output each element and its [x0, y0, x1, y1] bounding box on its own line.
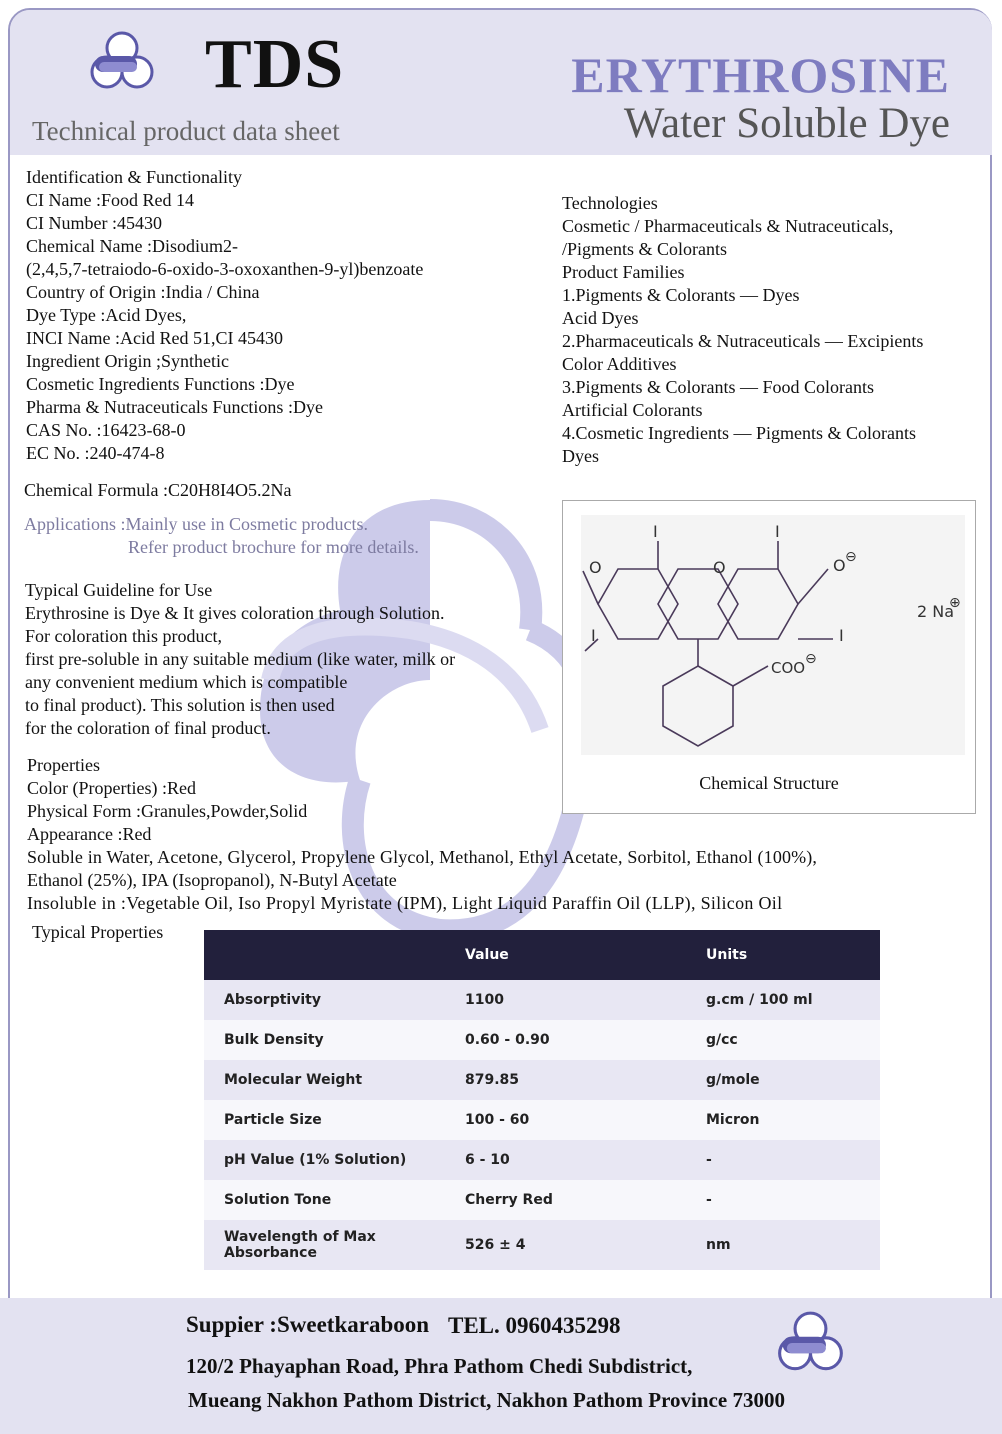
prop-line: Appearance :Red [27, 824, 152, 844]
ident-line: EC No. :240-474-8 [26, 443, 165, 463]
table-cell-value: 100 - 60 [445, 1100, 686, 1140]
brand-title: TDS [205, 26, 345, 103]
charge-minus-right: ⊖ [845, 549, 857, 565]
product-subtitle: Water Soluble Dye [623, 100, 950, 147]
guide-line: Erythrosine is Dye & It gives coloration through Solution. [25, 603, 445, 623]
table-header-row [204, 930, 880, 980]
chemical-formula [24, 479, 291, 502]
tech-line: 4.Cosmetic Ingredients — Pigments & Colorants [562, 423, 916, 443]
table-cell-name: Absorptivity [204, 980, 445, 1020]
table-cell-units: Micron [686, 1100, 880, 1140]
charge-minus-coo: ⊖ [805, 651, 817, 667]
counter-ion: 2 Na [917, 602, 955, 621]
prop-line: Properties [27, 755, 100, 775]
table-cell-name [204, 1220, 445, 1270]
tech-line: Color Additives [562, 354, 677, 374]
product-name: ERYTHROSINE [571, 47, 950, 103]
table-cell-value: 1100 [445, 980, 686, 1020]
table-cell-name: Solution Tone [204, 1180, 445, 1220]
ident-line: CI Number :45430 [26, 213, 162, 233]
table-cell-units: - [686, 1180, 880, 1220]
header-banner [10, 10, 992, 155]
tech-line: 3.Pigments & Colorants — Food Colorants [562, 377, 875, 397]
table-header-cell: Value [445, 930, 686, 980]
ident-line: Country of Origin :India / China [26, 282, 260, 302]
tech-line: 1.Pigments & Colorants — Dyes [562, 285, 800, 305]
ident-line: Ingredient Origin ;Synthetic [26, 351, 229, 371]
tech-line: Technologies [562, 193, 658, 213]
ident-line: Chemical Name :Disodium2- [26, 236, 238, 256]
guideline-section [25, 579, 455, 740]
prop-line: Physical Form :Granules,Powder,Solid [27, 801, 308, 821]
header-subtitle: Technical product data sheet [32, 116, 340, 146]
table-row [204, 1060, 880, 1100]
atom-o-right: O [833, 556, 846, 575]
table-cell-name: Bulk Density [204, 1020, 445, 1060]
table-cell-units: g.cm / 100 ml [686, 980, 880, 1020]
ident-line: Cosmetic Ingredients Functions :Dye [26, 374, 295, 394]
properties-section [27, 754, 817, 915]
table-cell-value: 0.60 - 0.90 [445, 1020, 686, 1060]
tech-line: 2.Pharmaceuticals & Nutraceuticals — Excipients [562, 331, 924, 351]
table-row [204, 1220, 880, 1270]
table-cell-value: 879.85 [445, 1060, 686, 1100]
guide-line: Typical Guideline for Use [25, 580, 213, 600]
brand-logo-icon [85, 28, 160, 98]
identification-section [26, 166, 423, 465]
structure-caption: Chemical Structure [699, 773, 839, 793]
guide-line: first pre-soluble in any suitable medium (like water, milk or [25, 649, 456, 669]
ident-line: CI Name :Food Red 14 [26, 190, 194, 210]
prop-line: Soluble in Water, Acetone, Glycerol, Propylene Glycol, Methanol, Ethyl Acetate, Sorbitol, Ethanol (100%), [27, 847, 818, 867]
guide-line: For coloration this product, [25, 626, 222, 646]
ident-line: Pharma & Nutraceuticals Functions :Dye [26, 397, 323, 417]
typical-properties-label: Typical Properties [32, 922, 164, 942]
table-cell-units: nm [686, 1220, 880, 1270]
atom-i-bottom-right: I [839, 626, 844, 645]
atom-o-ring: O [713, 558, 726, 577]
tech-line: Artificial Colorants [562, 400, 703, 420]
chemical-structure-diagram [563, 501, 975, 761]
table-cell-units: g/mole [686, 1060, 880, 1100]
identification-heading: Identification & Functionality [26, 167, 242, 187]
applications-line-2: Refer product brochure for more details. [128, 537, 419, 557]
guide-line: any convenient medium which is compatible [25, 672, 348, 692]
table-row [204, 980, 880, 1020]
table-cell-name: pH Value (1% Solution) [204, 1140, 445, 1180]
supplier-tel: TEL. 0960435298 [448, 1313, 621, 1338]
tech-line: /Pigments & Colorants [562, 239, 728, 259]
table-cell-units: - [686, 1140, 880, 1180]
footer-logo-icon [772, 1308, 850, 1380]
address-line-1: 120/2 Phayaphan Road, Phra Pathom Chedi Subdistrict, [186, 1354, 693, 1378]
table-header-cell: Units [686, 930, 880, 980]
footer-banner [0, 1298, 1002, 1434]
applications-line-1: Applications :Mainly use in Cosmetic products. [24, 514, 368, 534]
guide-line: for the coloration of final product. [25, 718, 271, 738]
prop-line: Insoluble in :Vegetable Oil, Iso Propyl Myristate (IPM), Light Liquid Paraffin Oil (LLP), Silicon Oil [27, 893, 783, 913]
table-row [204, 1100, 880, 1140]
table-cell-name: Particle Size [204, 1100, 445, 1140]
coo-group: COO [771, 659, 806, 677]
prop-line: Ethanol (25%), IPA (Isopropanol), N-Butyl Acetate [27, 870, 397, 890]
table-row [204, 1140, 880, 1180]
atom-i-top-left: I [653, 522, 658, 541]
table-header-cell [204, 930, 445, 980]
atom-i-bottom-left: I [591, 626, 596, 645]
table-cell-value: Cherry Red [445, 1180, 686, 1220]
guide-line: to final product). This solution is then used [25, 695, 335, 715]
ident-line: Dye Type :Acid Dyes, [26, 305, 187, 325]
atom-o-left: O [589, 558, 602, 577]
table-cell-value: 6 - 10 [445, 1140, 686, 1180]
table-cell-value: 526 ± 4 [445, 1220, 686, 1270]
tech-line: Cosmetic / Pharmaceuticals & Nutraceuticals, [562, 216, 894, 236]
ident-line: (2,4,5,7-tetraiodo-6-oxido-3-oxoxanthen-9-yl)benzoate [26, 259, 424, 279]
atom-i-top-right: I [775, 522, 780, 541]
address-line-2: Mueang Nakhon Pathom District, Nakhon Pathom Province 73000 [188, 1388, 785, 1412]
tech-line: Acid Dyes [562, 308, 639, 328]
table-cell-units: g/cc [686, 1020, 880, 1060]
table-cell-name: Molecular Weight [204, 1060, 445, 1100]
table-row [204, 1180, 880, 1220]
typical-properties-table [204, 930, 880, 1270]
technologies-section [562, 192, 923, 468]
applications-section [24, 513, 419, 559]
tech-line: Dyes [562, 446, 599, 466]
ident-line: INCI Name :Acid Red 51,CI 45430 [26, 328, 283, 348]
ident-line: CAS No. :16423-68-0 [26, 420, 186, 440]
chemical-formula-text: Chemical Formula :C20H8I4O5.2Na [24, 480, 292, 500]
supplier-name: Suppier :Sweetkaraboon [186, 1312, 430, 1337]
charge-plus: ⊕ [949, 595, 961, 611]
prop-line: Color (Properties) :Red [27, 778, 196, 798]
table-cell-name-line-1: Wavelength of Max [224, 1229, 376, 1245]
table-row [204, 1020, 880, 1060]
tech-line: Product Families [562, 262, 685, 282]
table-cell-name-line-2: Absorbance [224, 1245, 317, 1261]
